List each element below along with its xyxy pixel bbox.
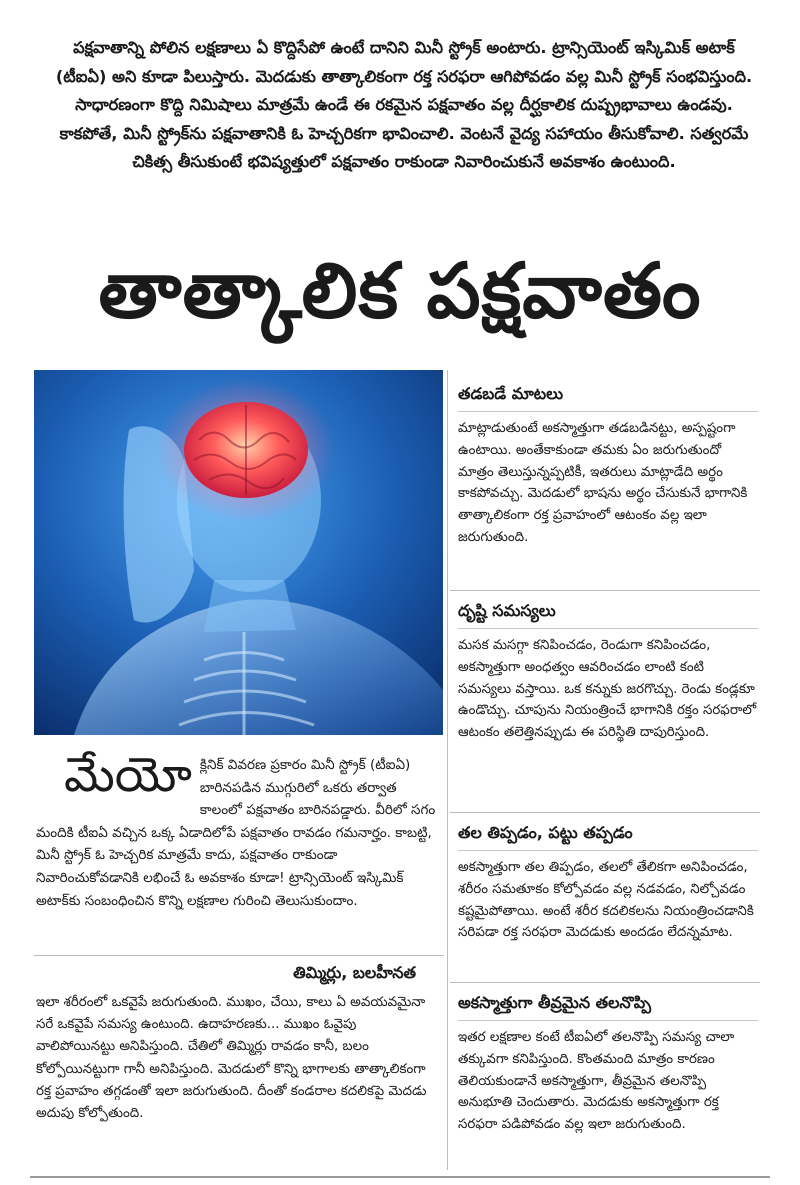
bottom-rule: [30, 1176, 770, 1178]
section-body: మాట్లాడుతుంటే అకస్మాత్తుగా తడబడినట్టు, అస్పష్టంగా ఉంటాయి. అంతేకాకుండా తమకు ఏం జరుగుతుందో మాత్రం తెలుస్తున్నప్పటికీ, ఇతరులు మాట్లాడేది అర్థం కాకపోవచ్చు. మెదడులో భాషను అర్థం చేసుకునే భాగానికి తాత్కాలికంగా రక్త ప్రవాహంలో ఆటంకం వల్ల ఇలా జరుగుతుంది.: [458, 421, 748, 545]
section-dizziness: [458, 822, 758, 944]
section-vision: [458, 600, 758, 744]
section-body: అకస్మాత్తుగా తల తిప్పడం, తలలో తేలికగా అనిపించడం, శరీరం సమతూకం కోల్పోవడం వల్ల నడవడం, నిల్చోవడం కష్టమైపోతాయి. అంటే శరీర కదలికలను నియంత్రించడానికి సరిపడా రక్త సరఫరా మెదడుకు అందడం లేదన్నమాట.: [458, 860, 754, 941]
section-divider: [450, 590, 760, 591]
section-headache: [458, 992, 758, 1136]
section-title: తడబడే మాటలు: [458, 383, 758, 412]
section-body: మసక మసగ్గా కనిపించడం, రెండుగా కనిపించడం, అకస్మాత్తుగా అంధత్వం ఆవరించడం లాంటి కంటి సమస్యలు వస్తాయి. ఒక కన్నుకు జరగొచ్చు. రెండు కండ్లకూ ఉండొచ్చు. చూపును నియంత్రించే భాగానికి రక్తం సరఫరాలో ఆటంకం తలెత్తినప్పుడు ఈ పరిస్థితి దాపురిస్తుంది.: [458, 638, 757, 741]
section-body: ఇలా శరీరంలో ఒకవైపే జరుగుతుంది. ముఖం, చేయి, కాలు ఏ అవయవమైనా సరే ఒకవైపే సమస్య ఉంటుంది. ఉదాహరణకు... ముఖం ఓవైపు వాలిపోయినట్టు అనిపిస్తుంది. చేతిలో తిమ్మిర్లు రావడం కానీ, బలం కోల్పోయినట్టుగా గానీ అనిపిస్తుంది. మెదడులో కొన్ని భాగాలకు తాత్కాలికంగా రక్త ప్రవాహం తగ్గడంతో ఇలా జరుగుతుంది. దీంతో కండరాల కదలికపై మెదడు అదుపు కోల్పోతుంది.: [36, 995, 427, 1122]
section-divider: [450, 982, 760, 983]
column-divider: [447, 370, 448, 1170]
section-body: ఇతర లక్షణాల కంటే టీఐఏలో తలనొప్పి సమస్య చాలా తక్కువగా కనిపిస్తుంది. కొంతమంది మాత్రం కారణం తెలియకుండానే అకస్మాత్తుగా, తీవ్రమైన తలనొప్పి అనుభూతి చెందుతారు. మెదడుకు అకస్మాత్తుగా రక్త సరఫరా పడిపోవడం వల్ల ఇలా జరుగుతుంది.: [458, 1030, 735, 1133]
dropcap: మేయో: [64, 747, 192, 803]
intro-paragraph: పక్షవాతాన్ని పోలిన లక్షణాలు ఏ కొద్దిసేపో ఉంటే దానిని మినీ స్ట్రోక్ అంటారు. ట్రాన్సియెంట్ ఇస్కిమిక్ అటాక్ (టీఐఏ) అని కూడా పిలుస్తారు. మెదడుకు తాత్కాలికంగా రక్త సరఫరా ఆగిపోవడం వల్ల మినీ స్ట్రోక్ సంభవిస్తుంది. సాధారణంగా కొద్ది నిమిషాలు మాత్రమే ఉండే ఈ రకమైన పక్షవాతం వల్ల దీర్ఘకాలిక దుష్ప్రభావాలు ఉండవు. కాకపోతే, మినీ స్ట్రోక్‌ను పక్షవాతానికి ఓ హెచ్చరికగా భావించాలి. వెంటనే వైద్య సహాయం తీసుకోవాలి. సత్వరమే చికిత్స తీసుకుంటే భవిష్యత్తులో పక్షవాతం రాకుండా నివారించుకునే అవకాశం ఉంటుంది.: [55, 38, 753, 172]
section-title: తల తిప్పడం, పట్టు తప్పడం: [458, 822, 758, 851]
brain-illustration: [34, 370, 443, 735]
mayo-paragraph: [36, 747, 436, 912]
section-speech: [458, 383, 758, 549]
section-title: తిమ్మిర్లు, బలహీనత: [293, 963, 416, 982]
section-title: దృష్టి సమస్యలు: [458, 600, 758, 629]
section-divider: [450, 812, 760, 813]
section-numbness: [36, 962, 436, 1125]
section-title: అకస్మాత్తుగా తీవ్రమైన తలనొప్పి: [458, 992, 758, 1021]
mayo-body: క్లినిక్ వివరణ ప్రకారం మినీ స్ట్రోక్ (టీఐఏ) బారినపడిన ముగ్గురిలో ఒకరు తర్వాత కాలంలో పక్షవాతం బారినపడ్డారు. వీరిలో సగం మందికి టీఐఏ వచ్చిన ఒక్క ఏడాదిలోపే పక్షవాతం రావడం గమనార్హం. కాబట్టి, మినీ స్ట్రోక్ ఓ హెచ్చరిక మాత్రమే కాదు, పక్షవాతం రాకుండా నివారించుకోవడానికి లభించే ఓ అవకాశం కూడా! ట్రాన్సియెంట్ ఇస్కిమిక్ అటాక్‌కు సంబంధించిన కొన్ని లక్షణాల గురించి తెలుసుకుందాం.: [36, 757, 436, 909]
headline: తాత్కాలిక పక్షవాతం: [98, 246, 702, 335]
section-divider: [34, 955, 444, 956]
